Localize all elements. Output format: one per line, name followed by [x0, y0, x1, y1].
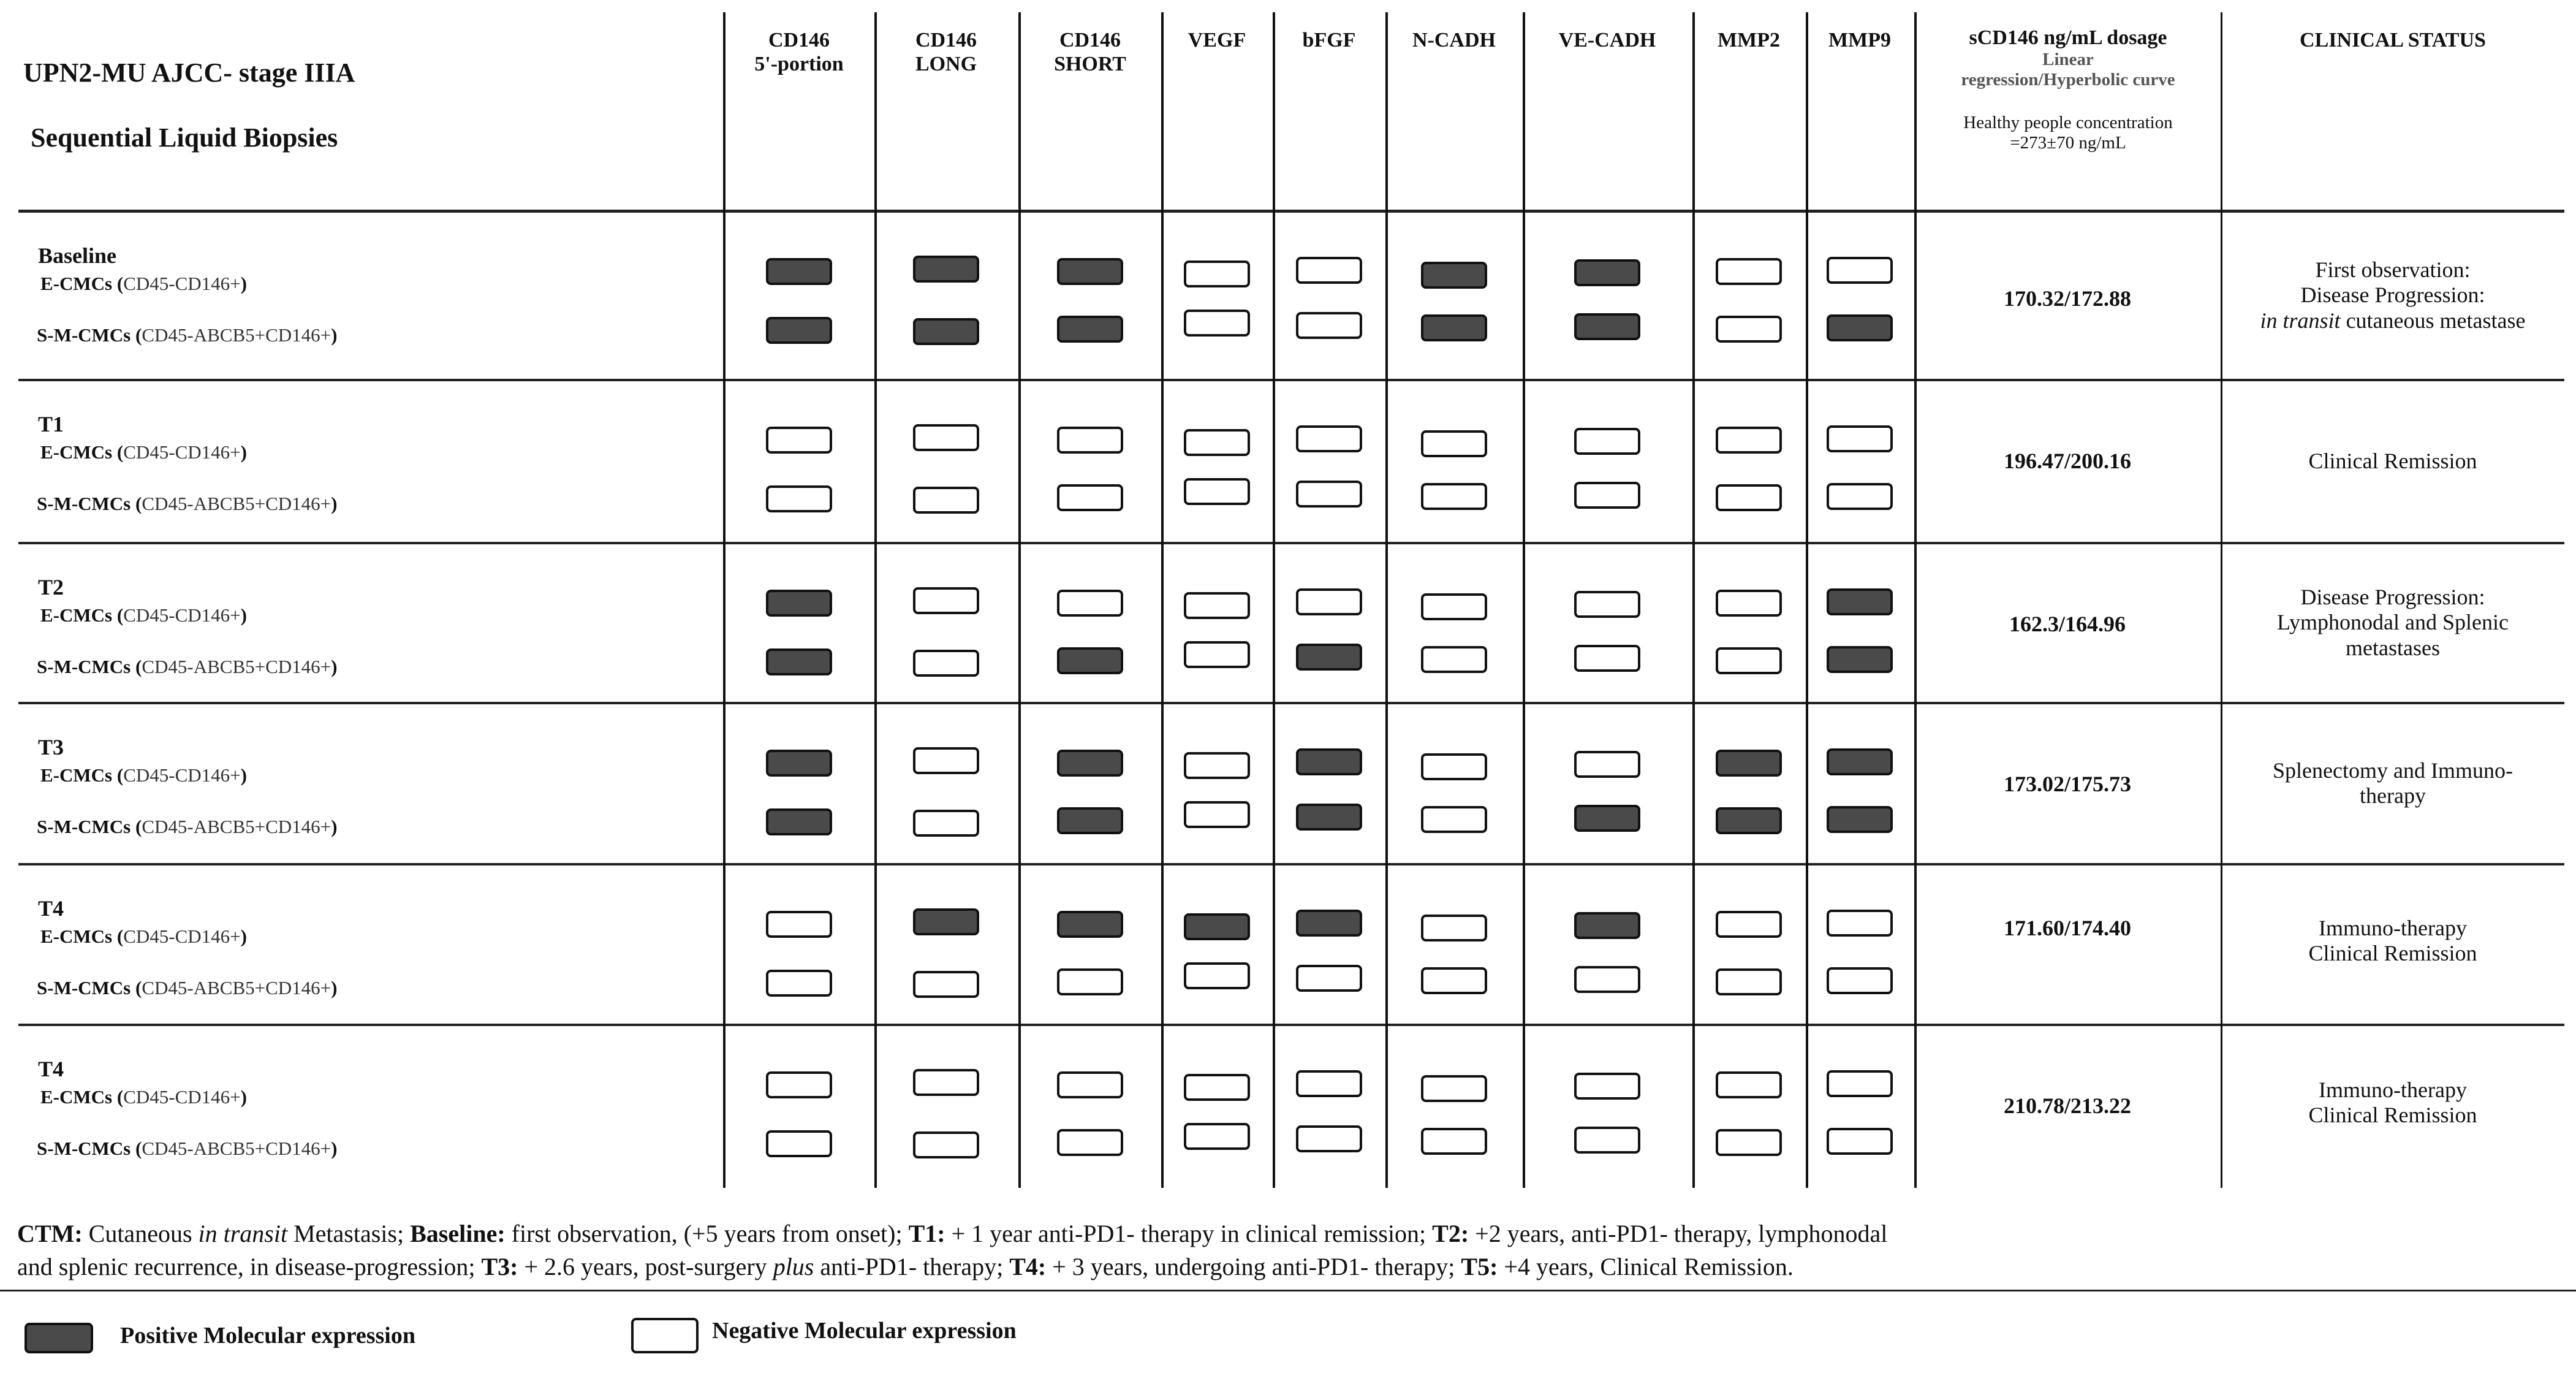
positive-expression-marker	[766, 258, 832, 285]
negative-expression-marker	[1827, 1128, 1893, 1155]
scd146-value: 210.78/213.22	[2003, 1093, 2131, 1118]
positive-expression-marker	[1296, 644, 1362, 671]
marker-header-variant: SHORT	[1054, 53, 1126, 76]
header-rule	[18, 210, 2564, 213]
negative-expression-marker	[1057, 1129, 1123, 1156]
row-rule	[18, 702, 2564, 704]
negative-expression-marker	[1184, 1123, 1250, 1150]
negative-expression-marker	[1574, 428, 1640, 455]
positive-expression-marker	[1057, 258, 1123, 285]
negative-expression-marker	[913, 971, 979, 998]
negative-expression-marker	[1716, 484, 1782, 511]
negative-expression-marker	[766, 485, 832, 512]
positive-expression-marker	[1421, 262, 1487, 289]
positive-expression-marker	[1716, 750, 1782, 777]
negative-expression-marker	[1827, 257, 1893, 284]
negative-expression-marker	[1057, 1071, 1123, 1098]
row-timepoint-label: T4	[38, 1057, 64, 1081]
marker-header	[1023, 28, 1157, 76]
negative-expression-marker	[1057, 427, 1123, 454]
clinical-status-line: Clinical Remission	[2308, 449, 2477, 473]
col-divider	[1523, 12, 1525, 1188]
status-header: CLINICAL STATUS	[2300, 29, 2486, 51]
marker-header-name: MMP2	[1718, 29, 1780, 51]
marker-header-name: MMP9	[1828, 29, 1891, 51]
legend-positive-label: Positive Molecular expression	[120, 1323, 415, 1348]
marker-header	[1387, 28, 1521, 52]
negative-expression-marker	[1296, 257, 1362, 284]
row-rule	[18, 542, 2564, 544]
healthy-concentration: Healthy people concentration	[1963, 112, 2173, 132]
footnote-segment: anti-PD1- therapy;	[814, 1253, 1010, 1280]
clinical-status-line: therapy	[2360, 783, 2426, 808]
footnote-segment: T3:	[481, 1253, 518, 1280]
footnote-line	[17, 1220, 1887, 1248]
clinical-status	[2221, 585, 2564, 661]
scd146-value: 162.3/164.96	[2009, 612, 2126, 636]
negative-expression-marker	[913, 487, 979, 514]
negative-expression-marker	[1184, 752, 1250, 779]
col-divider	[1385, 12, 1388, 1188]
negative-expression-marker	[1421, 753, 1487, 780]
negative-expression-marker	[1296, 965, 1362, 992]
cell-population-name: S-M-CMCs	[37, 493, 131, 514]
clinical-status	[2221, 449, 2564, 474]
footnote-segment: T4:	[1009, 1253, 1047, 1280]
negative-expression-marker	[1296, 425, 1362, 452]
negative-expression-marker	[913, 424, 979, 451]
negative-expression-marker	[1184, 962, 1250, 989]
ecmc-label: E-CMCs (CD45-CD146+)	[40, 441, 247, 463]
footnote-segment: Metastasis;	[287, 1220, 411, 1247]
marker-header-variant: 5'-portion	[754, 53, 844, 76]
negative-expression-marker	[1716, 1071, 1782, 1098]
ecmc-label: E-CMCs (CD45-CD146+)	[40, 273, 247, 294]
cell-population-markers: CD45-CD146+	[123, 441, 241, 463]
cell-population-markers: CD45-ABCB5+CD146+	[142, 493, 331, 514]
positive-expression-marker	[1421, 314, 1487, 341]
footnote-segment: Cutaneous	[82, 1220, 199, 1247]
positive-expression-marker	[1296, 910, 1362, 937]
footnote-segment: Baseline:	[410, 1220, 506, 1247]
smcmc-label: S-M-CMCs (CD45-ABCB5+CD146+)	[37, 977, 338, 998]
cell-population-name: S-M-CMCs	[37, 816, 131, 837]
row-timepoint-label: T4	[38, 896, 64, 921]
clinical-status-line: Lymphonodal and Splenic	[2277, 610, 2509, 635]
dosage-method: regression/Hyperbolic curve	[1961, 70, 2175, 90]
clinical-status-line: Splenectomy and Immuno-	[2273, 758, 2513, 783]
positive-expression-marker	[1057, 750, 1123, 777]
negative-expression-marker	[1296, 588, 1362, 615]
negative-expression-marker	[1421, 915, 1487, 941]
legend-negative-label: Negative Molecular expression	[712, 1318, 1017, 1344]
negative-expression-marker	[1827, 967, 1893, 994]
negative-expression-marker	[1421, 593, 1487, 620]
positive-expression-marker	[913, 318, 979, 345]
cell-population-markers: CD45-CD146+	[123, 604, 241, 626]
marker-header-name: bFGF	[1302, 29, 1356, 51]
negative-expression-marker	[1574, 966, 1640, 993]
marker-header	[732, 28, 866, 76]
clinical-status-line: First observation:	[2315, 257, 2471, 282]
negative-expression-marker	[1716, 258, 1782, 285]
footnote-segment: and splenic recurrence, in disease-progression;	[17, 1253, 482, 1280]
cell-population-name: E-CMCs	[40, 441, 113, 463]
col-divider	[1692, 12, 1695, 1188]
col-divider	[874, 12, 877, 1188]
cell-population-markers: CD45-ABCB5+CD146+	[142, 656, 331, 677]
negative-expression-marker	[1184, 261, 1250, 287]
legend-positive-swatch	[25, 1323, 93, 1353]
negative-expression-marker	[766, 970, 832, 997]
row-rule	[18, 863, 2564, 865]
clinical-status-line: metastases	[2346, 635, 2440, 660]
positive-expression-marker	[1296, 748, 1362, 775]
figure-subtitle: Sequential Liquid Biopsies	[31, 123, 338, 153]
negative-expression-marker	[766, 427, 832, 454]
negative-expression-marker	[1827, 425, 1893, 452]
clinical-status-line: Clinical Remission	[2308, 941, 2477, 966]
negative-expression-marker	[1421, 967, 1487, 994]
marker-header	[879, 28, 1013, 76]
negative-expression-marker	[1296, 1070, 1362, 1097]
cell-population-name: S-M-CMCs	[37, 324, 131, 346]
positive-expression-marker	[766, 648, 832, 675]
negative-expression-marker	[1057, 590, 1123, 617]
marker-header-name: CD146	[1059, 29, 1121, 51]
negative-expression-marker	[1421, 1075, 1487, 1102]
ecmc-label: E-CMCs (CD45-CD146+)	[40, 926, 247, 947]
marker-header-variant: LONG	[915, 53, 977, 76]
negative-expression-marker	[1184, 478, 1250, 505]
dosage-header	[1918, 26, 2218, 153]
marker-header	[1792, 28, 1927, 52]
positive-expression-marker	[1574, 259, 1640, 286]
clinical-status	[2221, 257, 2564, 333]
cell-population-name: E-CMCs	[40, 604, 113, 626]
marker-header-name: CD146	[915, 29, 977, 51]
positive-expression-marker	[766, 317, 832, 344]
col-divider	[1161, 12, 1164, 1188]
negative-expression-marker	[1184, 310, 1250, 337]
marker-header-name: VE-CADH	[1558, 29, 1656, 51]
cell-population-markers: CD45-ABCB5+CD146+	[142, 324, 331, 346]
negative-expression-marker	[913, 747, 979, 774]
clinical-status-line: Immuno-therapy	[2319, 916, 2467, 940]
negative-expression-marker	[913, 1131, 979, 1158]
marker-header-name: N-CADH	[1412, 29, 1496, 51]
row-timepoint-label: T3	[38, 735, 64, 759]
clinical-status-line: Clinical Remission	[2308, 1103, 2477, 1128]
negative-expression-marker	[1184, 641, 1250, 668]
positive-expression-marker	[1057, 911, 1123, 938]
positive-expression-marker	[1827, 748, 1893, 775]
negative-expression-marker	[1421, 1128, 1487, 1155]
clinical-status-line: Disease Progression:	[2300, 585, 2485, 609]
negative-expression-marker	[1716, 1129, 1782, 1156]
ecmc-label: E-CMCs (CD45-CD146+)	[40, 764, 247, 786]
negative-expression-marker	[1574, 751, 1640, 778]
negative-expression-marker	[1827, 1070, 1893, 1097]
clinical-status-line: Immuno-therapy	[2319, 1078, 2467, 1102]
negative-expression-marker	[766, 1130, 832, 1157]
negative-expression-marker	[1574, 482, 1640, 509]
cell-population-markers: CD45-CD146+	[123, 926, 241, 947]
scd146-value: 170.32/172.88	[2003, 286, 2131, 311]
cell-population-name: E-CMCs	[40, 273, 113, 294]
ecmc-label: E-CMCs (CD45-CD146+)	[40, 604, 247, 626]
positive-expression-marker	[1827, 588, 1893, 615]
negative-expression-marker	[1296, 1125, 1362, 1152]
footnote-segment: CTM:	[17, 1220, 83, 1247]
footnote-segment: in transit	[198, 1220, 288, 1247]
footnote-segment: T2:	[1432, 1220, 1469, 1247]
dosage-method: Linear	[2042, 50, 2094, 70]
smcmc-label: S-M-CMCs (CD45-ABCB5+CD146+)	[37, 816, 338, 837]
ecmc-label: E-CMCs (CD45-CD146+)	[40, 1086, 247, 1108]
legend-negative-swatch	[631, 1318, 699, 1353]
negative-expression-marker	[1716, 647, 1782, 674]
negative-expression-marker	[1574, 591, 1640, 618]
smcmc-label: S-M-CMCs (CD45-ABCB5+CD146+)	[37, 493, 338, 514]
negative-expression-marker	[1574, 1127, 1640, 1154]
col-divider	[1273, 12, 1275, 1188]
negative-expression-marker	[1057, 968, 1123, 995]
negative-expression-marker	[1716, 911, 1782, 938]
smcmc-label: S-M-CMCs (CD45-ABCB5+CD146+)	[37, 656, 338, 677]
footnote-segment: plus	[773, 1253, 814, 1280]
negative-expression-marker	[1716, 968, 1782, 995]
positive-expression-marker	[1057, 316, 1123, 343]
scd146-value: 196.47/200.16	[2003, 449, 2131, 473]
positive-expression-marker	[1827, 806, 1893, 833]
positive-expression-marker	[766, 750, 832, 777]
row-rule	[18, 1024, 2564, 1026]
cell-population-markers: CD45-CD146+	[123, 764, 241, 786]
negative-expression-marker	[1716, 590, 1782, 617]
negative-expression-marker	[1296, 481, 1362, 508]
marker-header-name: VEGF	[1188, 29, 1246, 51]
cell-population-name: S-M-CMCs	[37, 656, 131, 677]
footnote-line	[17, 1253, 1794, 1281]
negative-expression-marker	[913, 1069, 979, 1096]
footnote-segment: + 1 year anti-PD1- therapy in clinical remission;	[945, 1220, 1433, 1247]
negative-expression-marker	[1716, 316, 1782, 343]
smcmc-label: S-M-CMCs (CD45-ABCB5+CD146+)	[37, 324, 338, 346]
positive-expression-marker	[1574, 313, 1640, 340]
cell-population-name: E-CMCs	[40, 926, 113, 947]
positive-expression-marker	[1716, 807, 1782, 834]
negative-expression-marker	[1827, 483, 1893, 510]
cell-population-markers: CD45-CD146+	[123, 273, 241, 294]
col-divider	[723, 12, 725, 1188]
positive-expression-marker	[1057, 647, 1123, 674]
negative-expression-marker	[1057, 484, 1123, 511]
footnote-segment: + 2.6 years, post-surgery	[518, 1253, 773, 1280]
row-timepoint-label: T1	[38, 412, 64, 436]
cell-population-name: E-CMCs	[40, 764, 113, 786]
clinical-status	[2221, 916, 2564, 967]
positive-expression-marker	[766, 590, 832, 617]
footnote-rule	[0, 1290, 2576, 1291]
cell-population-markers: CD45-CD146+	[123, 1086, 241, 1108]
col-divider	[1018, 12, 1021, 1188]
negative-expression-marker	[1716, 427, 1782, 454]
cell-population-markers: CD45-ABCB5+CD146+	[142, 977, 331, 998]
footnote-segment: T1:	[908, 1220, 945, 1247]
row-rule	[18, 379, 2564, 381]
negative-expression-marker	[1421, 646, 1487, 673]
footnote-segment: +4 years, Clinical Remission.	[1498, 1253, 1794, 1280]
negative-expression-marker	[766, 1071, 832, 1098]
negative-expression-marker	[1184, 429, 1250, 456]
negative-expression-marker	[1421, 430, 1487, 457]
positive-expression-marker	[1574, 912, 1640, 939]
smcmc-label: S-M-CMCs (CD45-ABCB5+CD146+)	[37, 1138, 338, 1159]
positive-expression-marker	[1827, 646, 1893, 673]
clinical-status	[2221, 1078, 2564, 1128]
footnote-segment: first observation, (+5 years from onset);	[505, 1220, 909, 1247]
negative-expression-marker	[913, 810, 979, 837]
positive-expression-marker	[1184, 913, 1250, 940]
cell-population-name: S-M-CMCs	[37, 977, 131, 998]
cell-population-markers: CD45-ABCB5+CD146+	[142, 1138, 331, 1159]
dosage-title: sCD146 ng/mL dosage	[1969, 26, 2167, 49]
footnote-segment: +2 years, anti-PD1- therapy, lymphonodal	[1469, 1220, 1888, 1247]
marker-header	[1262, 28, 1396, 52]
positive-expression-marker	[913, 908, 979, 935]
positive-expression-marker	[1827, 314, 1893, 341]
negative-expression-marker	[913, 587, 979, 614]
clinical-status-line: in transit cutaneous metastase	[2260, 308, 2526, 333]
cell-population-markers: CD45-ABCB5+CD146+	[142, 816, 331, 837]
positive-expression-marker	[1574, 805, 1640, 832]
row-timepoint-label: Baseline	[38, 243, 117, 268]
negative-expression-marker	[1184, 801, 1250, 828]
clinical-status-line: Disease Progression:	[2300, 283, 2485, 308]
positive-expression-marker	[1296, 804, 1362, 831]
negative-expression-marker	[1421, 806, 1487, 833]
clinical-status	[2221, 758, 2564, 809]
healthy-concentration: =273±70 ng/mL	[2010, 133, 2126, 153]
negative-expression-marker	[1827, 910, 1893, 937]
negative-expression-marker	[1421, 483, 1487, 510]
footnote-segment: T5:	[1461, 1253, 1498, 1280]
footnote-segment: + 3 years, undergoing anti-PD1- therapy;	[1046, 1253, 1461, 1280]
negative-expression-marker	[1296, 312, 1362, 339]
scd146-value: 171.60/174.40	[2003, 916, 2131, 940]
negative-expression-marker	[1574, 1073, 1640, 1100]
cell-population-name: S-M-CMCs	[37, 1138, 131, 1159]
negative-expression-marker	[1184, 1074, 1250, 1101]
col-divider	[1806, 12, 1808, 1188]
col-divider	[1914, 12, 1917, 1188]
marker-header	[1540, 28, 1675, 52]
negative-expression-marker	[1574, 645, 1640, 672]
negative-expression-marker	[1184, 592, 1250, 619]
figure-title: UPN2-MU AJCC- stage IIIA	[23, 58, 355, 88]
positive-expression-marker	[1057, 807, 1123, 834]
positive-expression-marker	[766, 808, 832, 835]
row-timepoint-label: T2	[38, 575, 64, 599]
marker-header-name: CD146	[768, 29, 830, 51]
negative-expression-marker	[766, 911, 832, 938]
negative-expression-marker	[913, 650, 979, 677]
positive-expression-marker	[913, 256, 979, 283]
scd146-value: 173.02/175.73	[2003, 772, 2131, 796]
cell-population-name: E-CMCs	[40, 1086, 113, 1108]
